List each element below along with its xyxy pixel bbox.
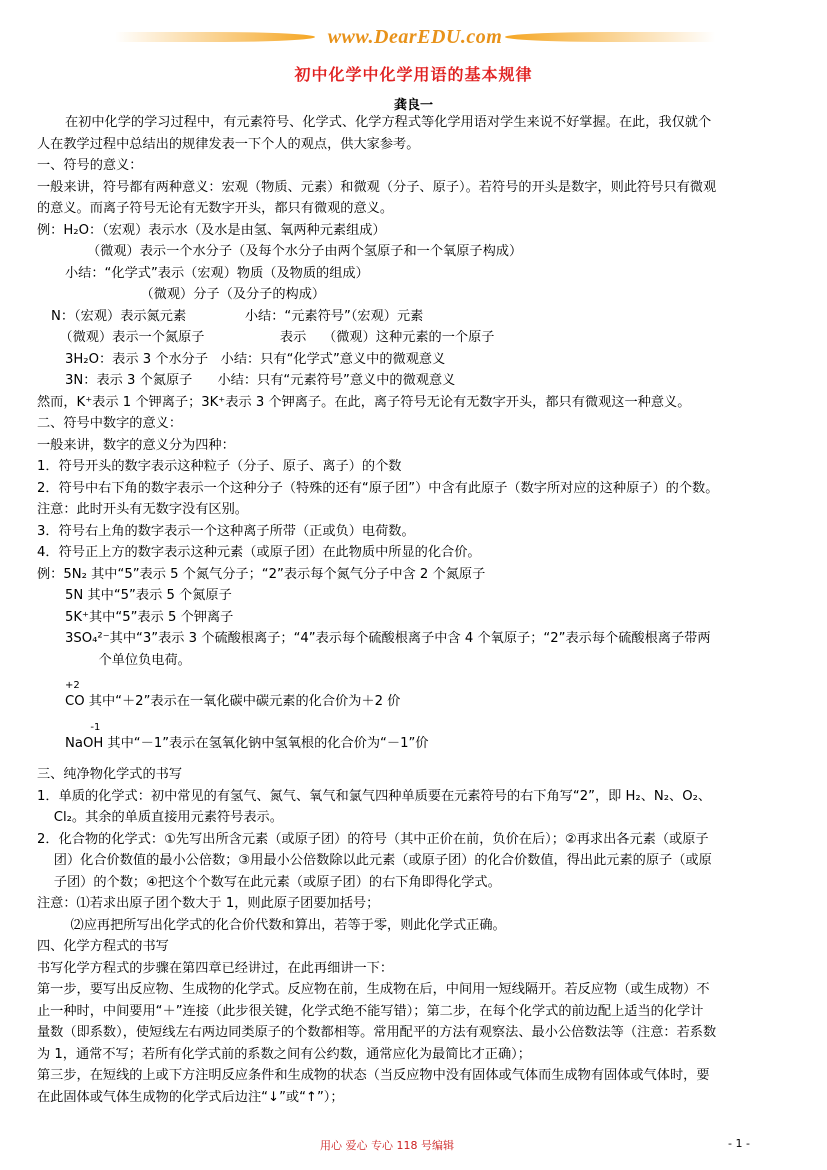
text-line: 例：H₂O：（宏观）表示水（及水是由氢、氧两种元素组成） xyxy=(37,222,386,238)
text-line: 一、符号的意义： xyxy=(37,158,143,173)
text-line: 一般来讲，符号都有两种意义：宏观（物质、元素）和微观（分子、原子）。若符号的开头是数字，则此符号只有微观 xyxy=(37,179,717,195)
text-line: 第三步，在短线的上或下方注明反应条件和生成物的状态（当反应物中没有固体或气体而生成物有固体或气体时，要 xyxy=(37,1068,710,1083)
text-line: 注意：此时开头有无数字没有区别。 xyxy=(37,502,248,517)
text-line: ⑵应再把所写出化学式的化合价代数和算出，若等于零，则此化学式正确。 xyxy=(37,917,506,933)
text-line: 量数（即系数），使短线左右两边同类原子的个数都相等。常用配平的方法有观察法、最小公倍数法等（注意：若系数 xyxy=(37,1025,717,1040)
text-line: 3H₂O：表示 3 个水分子 小结：只有“化学式”意义中的微观意义 xyxy=(65,351,446,367)
text-line: +2 xyxy=(65,680,80,691)
text-line: 2．化合物的化学式：①先写出所含元素（或原子团）的符号（其中正价在前，负价在后）；②再求出各元素（或原子 xyxy=(37,831,709,847)
footer-slogan: 用心 爱心 专心 118 号编辑 xyxy=(320,1139,454,1152)
text-line: 例：5N₂ 其中“5”表示 5 个氮气分子；“2”表示每个氮气分子中含 2 个氮原子 xyxy=(37,566,486,582)
text-line: 书写化学方程式的步骤在第四章已经讲过，在此再细讲一下： xyxy=(37,960,394,976)
text-line: 三、纯净物化学式的书写 xyxy=(37,767,183,782)
text-line xyxy=(37,754,795,764)
page-number: - 1 - xyxy=(728,1137,750,1150)
text-line: 1．符号开头的数字表示这种粒子（分子、原子、离子）的个数 xyxy=(37,459,402,474)
text-line: 四、化学方程式的书写 xyxy=(37,939,169,954)
text-line: 5N 其中“5”表示 5 个氮原子 xyxy=(65,588,232,603)
text-line: （微观）表示一个氮原子 表示 （微观）这种元素的一个原子 xyxy=(51,330,495,345)
text-line: 团）化合价数值的最小公倍数；③用最小公倍数除以此元素（或原子团）的化合价数值，得出此元素的原子（或原 xyxy=(37,853,712,868)
text-line: 子团）的个数；④把这个个数写在此元素（或原子团）的右下角即得化学式。 xyxy=(37,874,501,890)
text-line: 为 1，通常不写；若所有化学式前的系数之间有公约数，通常应化为最简比才正确）； xyxy=(37,1046,531,1062)
text-line: 4．符号正上方的数字表示这种元素（或原子团）在此物质中所显的化合价。 xyxy=(37,545,481,560)
text-line: NaOH 其中“－1”表示在氢氧化钠中氢氧根的化合价为“－1”价 xyxy=(65,735,429,751)
text-line: N：（宏观）表示氮元素 小结：“元素符号”（宏观）元素 xyxy=(51,308,424,324)
text-line: 小结：“化学式”表示（宏观）物质（及物质的组成） xyxy=(65,265,369,281)
text-line: 人在教学过程中总结出的规律发表一下个人的观点，供大家参考。 xyxy=(37,136,420,152)
text-line xyxy=(37,671,795,681)
text-line: 止一种时，中间要用“＋”连接（此步很关键，化学式绝不能写错）；第二步，在每个化学式的前边配上适当的化学计 xyxy=(37,1003,704,1019)
text-line: CO 其中“＋2”表示在一氧化碳中碳元素的化合价为＋2 价 xyxy=(65,694,401,709)
text-line: 二、符号中数字的意义： xyxy=(37,416,183,431)
text-line: 3N：表示 3 个氮原子 小结：只有“元素符号”意义中的微观意义 xyxy=(65,373,456,388)
text-line: （微观）表示一个水分子（及每个水分子由两个氢原子和一个氧原子构成） xyxy=(87,244,523,259)
text-line: -1 xyxy=(65,721,101,733)
text-line: Cl₂。其余的单质直接用元素符号表示。 xyxy=(37,810,283,825)
text-line: 个单位负电荷。 xyxy=(65,652,191,668)
page-title: 初中化学中化学用语的基本规律 xyxy=(294,65,533,84)
text-line: 1．单质的化学式：初中常见的有氢气、氮气、氧气和氯气四种单质要在元素符号的右下角写“2”，即 H₂、N₂、O₂、 xyxy=(37,788,712,804)
text-line xyxy=(37,713,795,723)
text-line: 2．符号中右下角的数字表示一个这种分子（特殊的还有“原子团”）中含有此原子（数字所对应的这种原子）的个数。 xyxy=(37,480,719,496)
article-body xyxy=(37,112,795,1108)
text-line: 的意义。而离子符号无论有无数字开头，都只有微观的意义。 xyxy=(37,201,394,216)
text-line: 注意：⑴若求出原子团个数大于 1，则此原子团要加括号； xyxy=(37,896,380,911)
text-line: 3SO₄²⁻其中“3”表示 3 个硫酸根离子；“4”表示每个硫酸根离子中含 4 个氧原子；“2”表示每个硫酸根离子带两 xyxy=(65,631,711,646)
site-logo-text: www.DearEDU.com xyxy=(327,26,503,48)
text-line: 然而，K⁺表示 1 个钾离子；3K⁺表示 3 个钾离子。在此，离子符号无论有无数字开头，都只有微观这一种意义。 xyxy=(37,394,691,410)
text-line: 一般来讲，数字的意义分为四种： xyxy=(37,437,235,453)
text-line: 3．符号右上角的数字表示一个这种离子所带（正或负）电荷数。 xyxy=(37,523,415,539)
text-line: 5K⁺其中“5”表示 5 个钾离子 xyxy=(65,609,234,625)
text-line: 在此固体或气体生成物的化学式后边注“↓”或“↑”）； xyxy=(37,1089,344,1105)
text-line: 在初中化学的学习过程中，有元素符号、化学式、化学方程式等化学用语对学生来说不好掌握。在此，我仅就个 xyxy=(65,115,712,130)
author-name: 龚良一 xyxy=(393,98,433,113)
text-line: 第一步，要写出反应物、生成物的化学式。反应物在前，生成物在后，中间用一短线隔开。若反应物（或生成物）不 xyxy=(37,982,710,997)
text-line: （微观）分子（及分子的构成） xyxy=(65,287,326,302)
site-banner xyxy=(115,26,715,56)
